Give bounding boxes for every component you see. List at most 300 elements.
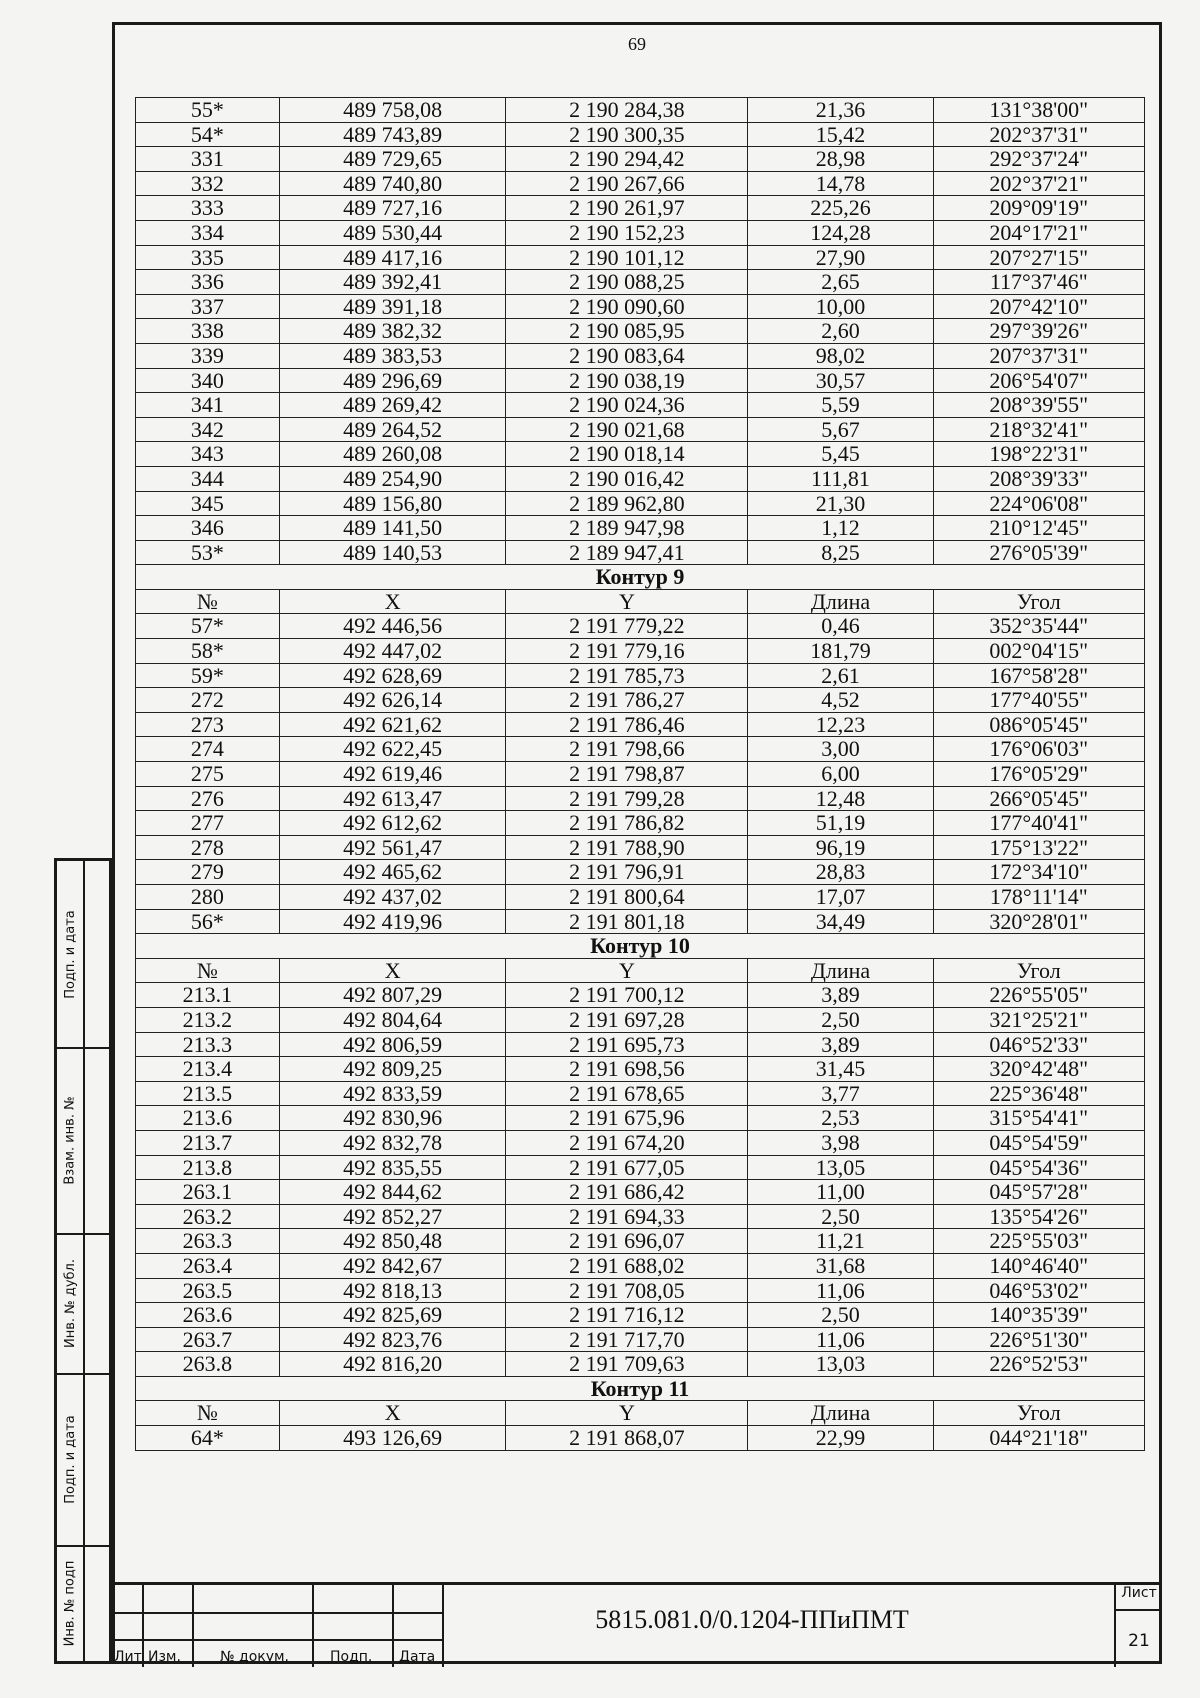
length-cell: 2,65 [748,270,933,295]
point-number-cell: 278 [136,835,280,860]
length-cell: 5,45 [748,442,933,467]
table-row [136,466,1145,491]
y-coordinate-cell: 2 191 708,05 [506,1278,748,1303]
header-y-coordinate: Y [506,589,748,614]
angle-cell: 225°55'03" [933,1229,1144,1254]
table-row [136,712,1145,737]
point-number-cell: 342 [136,417,280,442]
angle-cell: 117°37'46" [933,270,1144,295]
contour-title: Контур 11 [136,1376,1145,1401]
table-row [136,786,1145,811]
x-coordinate-cell: 492 852,27 [279,1204,506,1229]
length-cell: 11,06 [748,1278,933,1303]
point-number-cell: 54* [136,122,280,147]
length-cell: 2,60 [748,319,933,344]
length-cell: 2,50 [748,1204,933,1229]
length-cell: 181,79 [748,639,933,664]
table-row [136,98,1145,123]
y-coordinate-cell: 2 189 947,98 [506,516,748,541]
x-coordinate-cell: 489 140,53 [279,540,506,565]
point-number-cell: 273 [136,712,280,737]
y-coordinate-cell: 2 191 799,28 [506,786,748,811]
table-row [136,270,1145,295]
angle-cell: 266°05'45" [933,786,1144,811]
y-coordinate-cell: 2 191 678,65 [506,1081,748,1106]
length-cell: 111,81 [748,466,933,491]
length-cell: 11,00 [748,1180,933,1205]
point-number-cell: 213.1 [136,983,280,1008]
y-coordinate-cell: 2 191 709,63 [506,1352,748,1377]
header-angle: Угол [933,589,1144,614]
angle-cell: 209°09'19" [933,196,1144,221]
point-number-cell: 64* [136,1426,280,1451]
angle-cell: 207°37'31" [933,343,1144,368]
document-number: 5815.081.0/0.1204-ППиПМТ [595,1605,909,1634]
x-coordinate-cell: 492 613,47 [279,786,506,811]
length-cell: 96,19 [748,835,933,860]
table-row [136,909,1145,934]
angle-cell: 046°53'02" [933,1278,1144,1303]
x-coordinate-cell: 489 383,53 [279,343,506,368]
point-number-cell: 335 [136,245,280,270]
table-row [136,811,1145,836]
angle-cell: 320°28'01" [933,909,1144,934]
y-coordinate-cell: 2 191 779,22 [506,614,748,639]
point-number-cell: 276 [136,786,280,811]
y-coordinate-cell: 2 191 675,96 [506,1106,748,1131]
length-cell: 5,67 [748,417,933,442]
stamp-col-doc: № докум. [220,1649,290,1665]
x-coordinate-cell: 489 260,08 [279,442,506,467]
y-coordinate-cell: 2 191 696,07 [506,1229,748,1254]
angle-cell: 045°54'59" [933,1130,1144,1155]
y-coordinate-cell: 2 190 083,64 [506,343,748,368]
point-number-cell: 272 [136,688,280,713]
table-row [136,1180,1145,1205]
stamp-divider [442,1585,444,1667]
y-coordinate-cell: 2 190 085,95 [506,319,748,344]
x-coordinate-cell: 489 743,89 [279,122,506,147]
angle-cell: 177°40'41" [933,811,1144,836]
point-number-cell: 57* [136,614,280,639]
x-coordinate-cell: 492 465,62 [279,860,506,885]
angle-cell: 224°06'08" [933,491,1144,516]
point-number-cell: 332 [136,171,280,196]
angle-cell: 177°40'55" [933,688,1144,713]
length-cell: 3,00 [748,737,933,762]
length-cell: 98,02 [748,343,933,368]
angle-cell: 172°34'10" [933,860,1144,885]
table-row [136,196,1145,221]
page-number: 69 [628,34,646,54]
length-cell: 11,21 [748,1229,933,1254]
length-cell: 31,68 [748,1253,933,1278]
table-row [136,1081,1145,1106]
angle-cell: 045°57'28" [933,1180,1144,1205]
length-cell: 0,46 [748,614,933,639]
point-number-cell: 339 [136,343,280,368]
y-coordinate-cell: 2 191 798,87 [506,762,748,787]
angle-cell: 226°52'53" [933,1352,1144,1377]
angle-cell: 207°42'10" [933,294,1144,319]
length-cell: 11,06 [748,1327,933,1352]
table-header-row [136,589,1145,614]
angle-cell: 207°27'15" [933,245,1144,270]
x-coordinate-cell: 492 561,47 [279,835,506,860]
x-coordinate-cell: 489 727,16 [279,196,506,221]
x-coordinate-cell: 492 823,76 [279,1327,506,1352]
point-number-cell: 280 [136,885,280,910]
length-cell: 2,61 [748,663,933,688]
angle-cell: 140°46'40" [933,1253,1144,1278]
table-header-row [136,958,1145,983]
table-row [136,343,1145,368]
table-row [136,860,1145,885]
point-number-cell: 333 [136,196,280,221]
header-point-number: № [136,589,280,614]
y-coordinate-cell: 2 191 801,18 [506,909,748,934]
x-coordinate-cell: 492 612,62 [279,811,506,836]
table-row [136,1303,1145,1328]
contour-title-row [136,565,1145,590]
angle-cell: 321°25'21" [933,1007,1144,1032]
stamp-divider [142,1585,144,1667]
side-column-split [83,861,85,1661]
point-number-cell: 346 [136,516,280,541]
length-cell: 2,50 [748,1007,933,1032]
y-coordinate-cell: 2 190 101,12 [506,245,748,270]
x-coordinate-cell: 489 530,44 [279,220,506,245]
point-number-cell: 345 [136,491,280,516]
point-number-cell: 263.7 [136,1327,280,1352]
side-label-replace-inv: Взам. инв. № [62,1095,78,1185]
length-cell: 2,50 [748,1303,933,1328]
point-number-cell: 336 [136,270,280,295]
x-coordinate-cell: 489 729,65 [279,147,506,172]
point-number-cell: 263.5 [136,1278,280,1303]
table-row [136,762,1145,787]
y-coordinate-cell: 2 191 786,82 [506,811,748,836]
y-coordinate-cell: 2 191 786,27 [506,688,748,713]
angle-cell: 044°21'18" [933,1426,1144,1451]
length-cell: 6,00 [748,762,933,787]
y-coordinate-cell: 2 191 686,42 [506,1180,748,1205]
point-number-cell: 263.8 [136,1352,280,1377]
y-coordinate-cell: 2 191 786,46 [506,712,748,737]
y-coordinate-cell: 2 190 090,60 [506,294,748,319]
length-cell: 124,28 [748,220,933,245]
y-coordinate-cell: 2 190 038,19 [506,368,748,393]
x-coordinate-cell: 489 296,69 [279,368,506,393]
y-coordinate-cell: 2 191 688,02 [506,1253,748,1278]
length-cell: 2,53 [748,1106,933,1131]
table-row [136,1155,1145,1180]
table-row [136,1253,1145,1278]
y-coordinate-cell: 2 191 697,28 [506,1007,748,1032]
x-coordinate-cell: 492 844,62 [279,1180,506,1205]
table-row [136,491,1145,516]
table-row [136,737,1145,762]
table-row [136,835,1145,860]
y-coordinate-cell: 2 190 024,36 [506,393,748,418]
x-coordinate-cell: 489 392,41 [279,270,506,295]
length-cell: 21,36 [748,98,933,123]
side-label-inv-original: Инв. № подп [62,1560,78,1646]
point-number-cell: 213.6 [136,1106,280,1131]
y-coordinate-cell: 2 191 677,05 [506,1155,748,1180]
angle-cell: 002°04'15" [933,639,1144,664]
x-coordinate-cell: 492 825,69 [279,1303,506,1328]
length-cell: 22,99 [748,1426,933,1451]
table-row [136,1032,1145,1057]
table-row [136,122,1145,147]
y-coordinate-cell: 2 189 962,80 [506,491,748,516]
table-row [136,614,1145,639]
angle-cell: 086°05'45" [933,712,1144,737]
table-row [136,171,1145,196]
angle-cell: 176°06'03" [933,737,1144,762]
angle-cell: 202°37'21" [933,171,1144,196]
angle-cell: 175°13'22" [933,835,1144,860]
length-cell: 10,00 [748,294,933,319]
angle-cell: 206°54'07" [933,368,1144,393]
angle-cell: 045°54'36" [933,1155,1144,1180]
x-coordinate-cell: 492 628,69 [279,663,506,688]
x-coordinate-cell: 492 619,46 [279,762,506,787]
point-number-cell: 337 [136,294,280,319]
header-length: Длина [748,589,933,614]
angle-cell: 208°39'33" [933,466,1144,491]
angle-cell: 210°12'45" [933,516,1144,541]
point-number-cell: 59* [136,663,280,688]
y-coordinate-cell: 2 190 261,97 [506,196,748,221]
y-coordinate-cell: 2 190 300,35 [506,122,748,147]
length-cell: 3,89 [748,983,933,1008]
y-coordinate-cell: 2 190 284,38 [506,98,748,123]
point-number-cell: 56* [136,909,280,934]
table-row [136,1278,1145,1303]
angle-cell: 131°38'00" [933,98,1144,123]
x-coordinate-cell: 489 264,52 [279,417,506,442]
y-coordinate-cell: 2 190 021,68 [506,417,748,442]
x-coordinate-cell: 489 141,50 [279,516,506,541]
table-header-row [136,1401,1145,1426]
x-coordinate-cell: 489 254,90 [279,466,506,491]
x-coordinate-cell: 492 833,59 [279,1081,506,1106]
angle-cell: 276°05'39" [933,540,1144,565]
x-coordinate-cell: 492 447,02 [279,639,506,664]
header-x-coordinate: X [279,589,506,614]
length-cell: 13,05 [748,1155,933,1180]
angle-cell: 226°51'30" [933,1327,1144,1352]
x-coordinate-cell: 492 850,48 [279,1229,506,1254]
point-number-cell: 263.6 [136,1303,280,1328]
y-coordinate-cell: 2 190 018,14 [506,442,748,467]
point-number-cell: 213.4 [136,1057,280,1082]
length-cell: 14,78 [748,171,933,196]
point-number-cell: 263.2 [136,1204,280,1229]
y-coordinate-cell: 2 190 088,25 [506,270,748,295]
y-coordinate-cell: 2 191 788,90 [506,835,748,860]
length-cell: 28,98 [748,147,933,172]
length-cell: 12,23 [748,712,933,737]
table-row [136,1204,1145,1229]
table-row [136,1106,1145,1131]
table-row [136,1007,1145,1032]
table-row [136,245,1145,270]
side-label-sign-date: Подп. и дата [62,909,78,999]
length-cell: 8,25 [748,540,933,565]
stamp-row-line [112,1612,442,1614]
header-point-number: № [136,958,280,983]
point-number-cell: 263.4 [136,1253,280,1278]
point-number-cell: 213.2 [136,1007,280,1032]
table-row [136,1327,1145,1352]
y-coordinate-cell: 2 191 800,64 [506,885,748,910]
side-stamp [54,858,112,1664]
angle-cell: 178°11'14" [933,885,1144,910]
point-number-cell: 341 [136,393,280,418]
header-x-coordinate: X [279,1401,506,1426]
stamp-col-date: Дата [399,1649,436,1665]
angle-cell: 352°35'44" [933,614,1144,639]
stamp-row-line [112,1639,442,1641]
stamp-divider [392,1585,394,1667]
x-coordinate-cell: 489 269,42 [279,393,506,418]
sheet-number: 21 [1128,1631,1150,1651]
length-cell: 3,89 [748,1032,933,1057]
x-coordinate-cell: 489 156,80 [279,491,506,516]
table-row [136,885,1145,910]
contour-title: Контур 9 [136,565,1145,590]
stamp-col-lit: Лит [114,1649,142,1665]
y-coordinate-cell: 2 191 798,66 [506,737,748,762]
table-row [136,294,1145,319]
length-cell: 17,07 [748,885,933,910]
coordinates-table [135,97,1145,1451]
point-number-cell: 58* [136,639,280,664]
x-coordinate-cell: 489 740,80 [279,171,506,196]
y-coordinate-cell: 2 190 016,42 [506,466,748,491]
contour-title: Контур 10 [136,934,1145,959]
x-coordinate-cell: 489 417,16 [279,245,506,270]
side-label-sign-date-2: Подп. и дата [62,1414,78,1504]
table-row [136,983,1145,1008]
point-number-cell: 279 [136,860,280,885]
x-coordinate-cell: 492 806,59 [279,1032,506,1057]
point-number-cell: 213.7 [136,1130,280,1155]
angle-cell: 204°17'21" [933,220,1144,245]
x-coordinate-cell: 489 758,08 [279,98,506,123]
y-coordinate-cell: 2 190 267,66 [506,171,748,196]
length-cell: 15,42 [748,122,933,147]
point-number-cell: 338 [136,319,280,344]
x-coordinate-cell: 489 391,18 [279,294,506,319]
x-coordinate-cell: 492 419,96 [279,909,506,934]
y-coordinate-cell: 2 191 674,20 [506,1130,748,1155]
table-row [136,1426,1145,1451]
stamp-divider [312,1585,314,1667]
side-label-dup-inv: Инв. № дубл. [62,1258,78,1348]
y-coordinate-cell: 2 191 695,73 [506,1032,748,1057]
point-number-cell: 277 [136,811,280,836]
x-coordinate-cell: 492 835,55 [279,1155,506,1180]
table-row [136,1057,1145,1082]
length-cell: 13,03 [748,1352,933,1377]
y-coordinate-cell: 2 191 717,70 [506,1327,748,1352]
length-cell: 31,45 [748,1057,933,1082]
point-number-cell: 340 [136,368,280,393]
point-number-cell: 263.3 [136,1229,280,1254]
table-row [136,393,1145,418]
length-cell: 21,30 [748,491,933,516]
x-coordinate-cell: 492 446,56 [279,614,506,639]
x-coordinate-cell: 492 626,14 [279,688,506,713]
angle-cell: 135°54'26" [933,1204,1144,1229]
sheet-label: Лист [1121,1585,1157,1601]
header-y-coordinate: Y [506,958,748,983]
length-cell: 28,83 [748,860,933,885]
x-coordinate-cell: 492 832,78 [279,1130,506,1155]
length-cell: 5,59 [748,393,933,418]
point-number-cell: 331 [136,147,280,172]
angle-cell: 202°37'31" [933,122,1144,147]
point-number-cell: 263.1 [136,1180,280,1205]
header-x-coordinate: X [279,958,506,983]
angle-cell: 315°54'41" [933,1106,1144,1131]
point-number-cell: 213.8 [136,1155,280,1180]
length-cell: 51,19 [748,811,933,836]
angle-cell: 046°52'33" [933,1032,1144,1057]
stamp-divider [192,1585,194,1667]
y-coordinate-cell: 2 191 779,16 [506,639,748,664]
angle-cell: 320°42'48" [933,1057,1144,1082]
length-cell: 27,90 [748,245,933,270]
table-row [136,639,1145,664]
angle-cell: 226°55'05" [933,983,1144,1008]
length-cell: 34,49 [748,909,933,934]
length-cell: 3,77 [748,1081,933,1106]
x-coordinate-cell: 489 382,32 [279,319,506,344]
header-length: Длина [748,1401,933,1426]
stamp-col-sign: Подп. [330,1649,373,1665]
length-cell: 4,52 [748,688,933,713]
x-coordinate-cell: 492 816,20 [279,1352,506,1377]
y-coordinate-cell: 2 191 698,56 [506,1057,748,1082]
table-row [136,688,1145,713]
length-cell: 1,12 [748,516,933,541]
y-coordinate-cell: 2 191 700,12 [506,983,748,1008]
header-point-number: № [136,1401,280,1426]
y-coordinate-cell: 2 191 868,07 [506,1426,748,1451]
x-coordinate-cell: 492 437,02 [279,885,506,910]
stamp-row-line [1114,1609,1162,1611]
y-coordinate-cell: 2 191 694,33 [506,1204,748,1229]
header-angle: Угол [933,958,1144,983]
length-cell: 3,98 [748,1130,933,1155]
point-number-cell: 343 [136,442,280,467]
y-coordinate-cell: 2 190 152,23 [506,220,748,245]
table-row [136,220,1145,245]
x-coordinate-cell: 492 804,64 [279,1007,506,1032]
table-row [136,516,1145,541]
title-block [112,1582,1162,1667]
table-row [136,1352,1145,1377]
angle-cell: 292°37'24" [933,147,1144,172]
point-number-cell: 55* [136,98,280,123]
angle-cell: 198°22'31" [933,442,1144,467]
x-coordinate-cell: 492 809,25 [279,1057,506,1082]
